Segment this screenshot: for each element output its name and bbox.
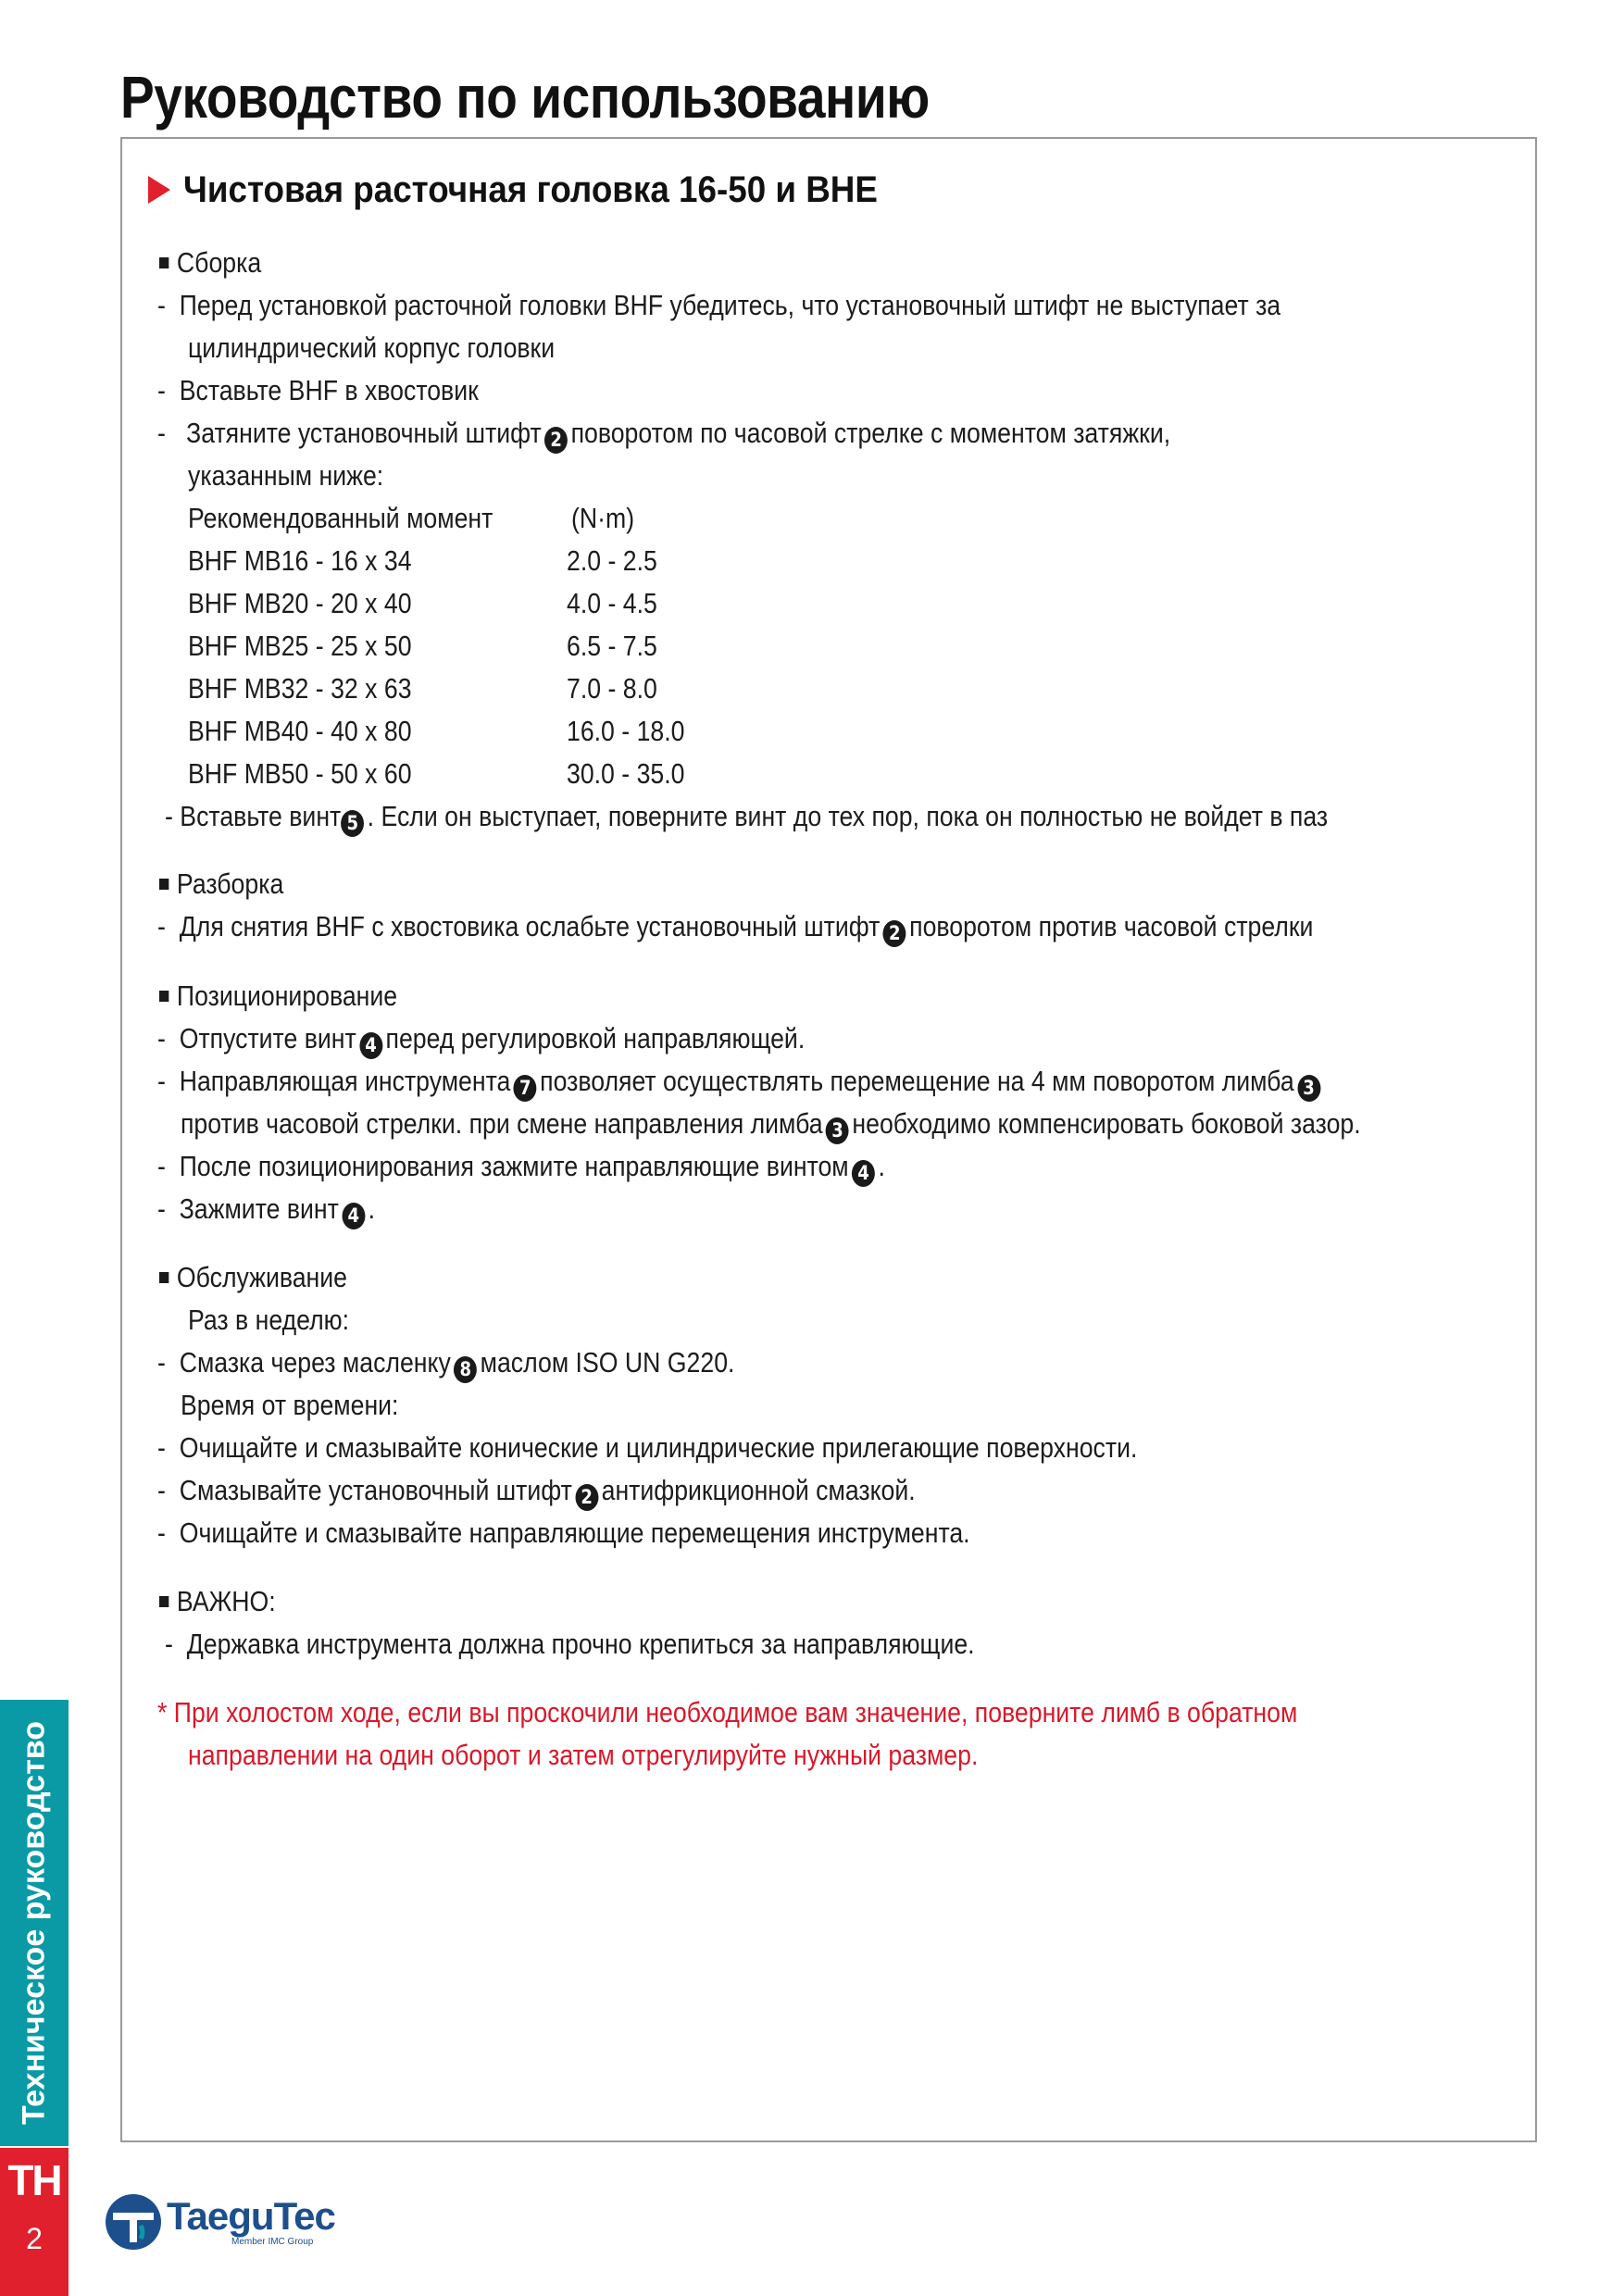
callout-4-icon: 4 xyxy=(852,1160,875,1187)
torque-model: BHF MB25 - 25 x 50 xyxy=(188,630,412,662)
taegutec-logo-icon xyxy=(104,2192,163,2252)
maintenance-occasionally: Время от времени: xyxy=(181,1389,399,1421)
torque-value: 2.0 - 2.5 xyxy=(567,544,657,577)
square-bullet-icon xyxy=(159,257,169,268)
important-line-1: - Державка инструмента должна прочно крепиться за направляющие. xyxy=(165,1628,975,1660)
disassembly-line-1: - Для снятия BHF с хвостовика ослабьте установочный штифт 2 поворотом против часовой стрелки xyxy=(157,908,1313,947)
logo-subline: Member IMC Group xyxy=(231,2237,314,2247)
maintenance-title: Обслуживание xyxy=(159,1259,347,1296)
torque-model: BHF MB20 - 20 x 40 xyxy=(188,587,412,619)
torque-model: BHF MB50 - 50 x 60 xyxy=(188,757,412,790)
square-bullet-icon xyxy=(159,879,169,890)
important-title: ВАЖНО: xyxy=(159,1583,276,1620)
disassembly-title: Разборка xyxy=(159,866,283,903)
section-code: TH xyxy=(7,2156,61,2204)
torque-value: 6.5 - 7.5 xyxy=(567,630,657,662)
callout-4-icon: 4 xyxy=(342,1203,365,1229)
section-heading-text: Чистовая расточная головка 16-50 и BHE xyxy=(183,168,878,210)
torque-model: BHF MB40 - 40 x 80 xyxy=(188,715,412,747)
positioning-title: Позиционирование xyxy=(159,978,397,1015)
asterisk-icon: * xyxy=(157,1696,168,1728)
callout-3-icon: 3 xyxy=(1297,1075,1320,1102)
callout-3-icon: 3 xyxy=(826,1117,849,1144)
assembly-line-3: - Затяните установочный штифт 2 поворотом по часовой стрелке с моментом затяжки, xyxy=(157,415,1170,454)
assembly-line-3c: указанным ниже: xyxy=(188,459,384,492)
logo-wordmark: TaeguTec xyxy=(167,2194,335,2238)
torque-label: Рекомендованный момент xyxy=(188,502,493,534)
torque-value: 16.0 - 18.0 xyxy=(567,715,685,747)
assembly-line-1b: цилиндрический корпус головки xyxy=(188,331,556,364)
callout-2-icon: 2 xyxy=(544,427,568,454)
note-line-2: направлении на один оборот и затем отрегулируйте нужный размер. xyxy=(188,1739,979,1771)
callout-8-icon: 8 xyxy=(454,1356,477,1383)
page-number: 2 xyxy=(26,2222,43,2255)
assembly-title: Сборка xyxy=(159,244,261,281)
assembly-line-1: - Перед установкой расточной головки BHF убедитесь, что установочный штифт не выступает за xyxy=(157,289,1281,321)
callout-7-icon: 7 xyxy=(514,1075,537,1102)
torque-value: 4.0 - 4.5 xyxy=(567,587,657,619)
square-bullet-icon xyxy=(159,1596,169,1607)
square-bullet-icon xyxy=(159,991,169,1002)
positioning-line-3: - После позиционирования зажмите направляющие винтом 4 . xyxy=(157,1148,885,1187)
page-title: Руководство по использованию xyxy=(120,64,930,131)
side-tab-label: Техническое руководство xyxy=(16,1721,52,2125)
torque-value: 7.0 - 8.0 xyxy=(567,672,657,705)
positioning-line-1: - Отпустите винт 4 перед регулировкой направляющей. xyxy=(157,1020,805,1059)
maintenance-weekly: Раз в неделю: xyxy=(188,1304,350,1336)
assembly-line-2: - Вставьте BHF в хвостовик xyxy=(157,374,479,406)
square-bullet-icon xyxy=(159,1272,169,1283)
callout-2-icon: 2 xyxy=(575,1484,598,1511)
callout-5-icon: 5 xyxy=(341,810,364,837)
assembly-line-4: - Вставьте винт 5 . Если он выступает, поверните винт до тех пор, пока он полностью не войдет в паз xyxy=(165,798,1328,837)
torque-value: 30.0 - 35.0 xyxy=(567,757,685,790)
callout-2-icon: 2 xyxy=(883,920,906,947)
taegutec-logo xyxy=(104,2192,335,2252)
positioning-line-2: - Направляющая инструмента 7 позволяет осуществлять перемещение на 4 мм поворотом лимба 3 xyxy=(157,1063,1323,1102)
maintenance-line-4: - Очищайте и смазывайте направляющие перемещения инструмента. xyxy=(157,1516,970,1549)
positioning-line-2c: против часовой стрелки. при смене направления лимба 3 необходимо компенсировать боковой зазор. xyxy=(181,1105,1361,1144)
maintenance-line-3: - Смазывайте установочный штифт 2 антифрикционной смазкой. xyxy=(157,1472,916,1511)
torque-model: BHF MB32 - 32 x 63 xyxy=(188,672,412,705)
torque-model: BHF MB16 - 16 x 34 xyxy=(188,544,412,577)
note-line-1: * При холостом ходе, если вы проскочили необходимое вам значение, поверните лимб в обратном xyxy=(157,1696,1298,1728)
maintenance-line-1: - Смазка через масленку 8 маслом ISO UN G220. xyxy=(157,1344,734,1383)
maintenance-line-2: - Очищайте и смазывайте конические и цилиндрические прилегающие поверхности. xyxy=(157,1431,1138,1464)
callout-4-icon: 4 xyxy=(359,1032,382,1059)
torque-unit: (N·m) xyxy=(571,502,635,534)
positioning-line-4: - Зажмите винт 4 . xyxy=(157,1191,375,1229)
